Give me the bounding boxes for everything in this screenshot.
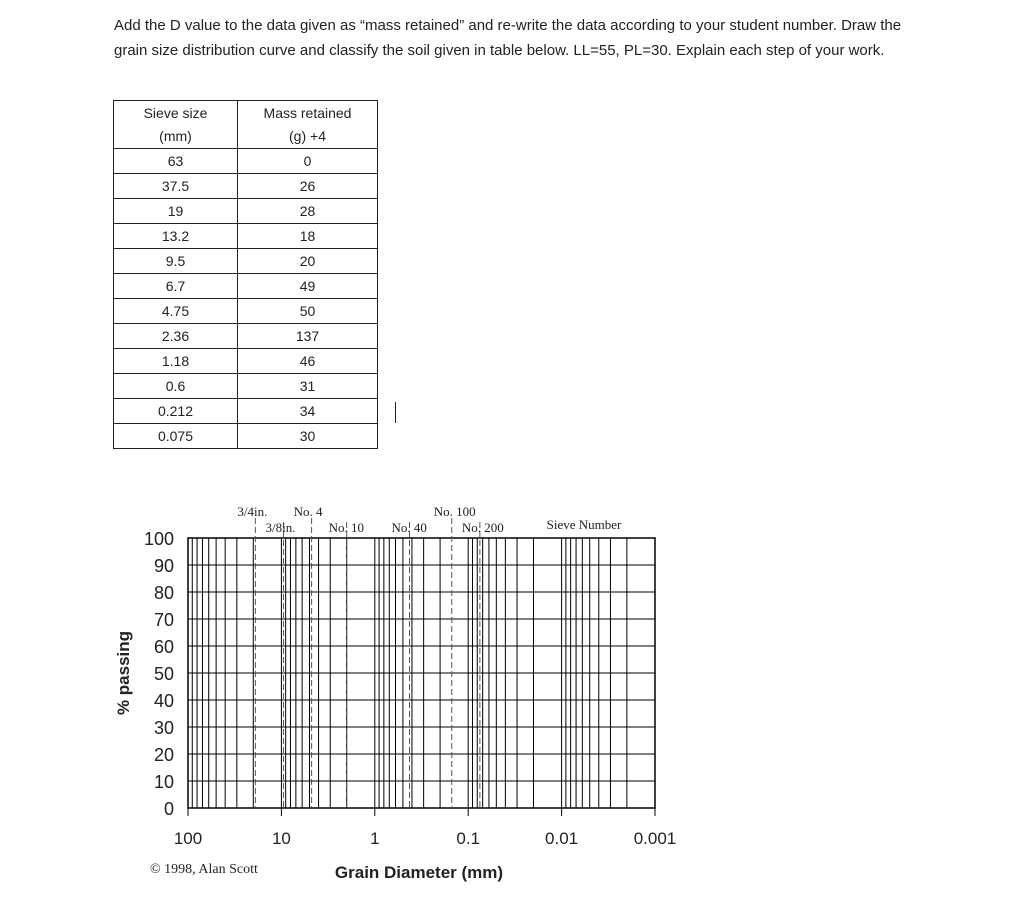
sieve-marker-label: No. 100 (433, 504, 476, 519)
instructions-text: Add the D value to the data given as “mass retained” and re-write the data according to your student number. Draw the grain size distribution curve and classify the soil given in table below. LL=55, PL=30. Explain each step of your work. (114, 17, 902, 59)
y-tick-label: 20 (153, 745, 174, 765)
mass-retained-cell: 31 (238, 374, 378, 399)
x-axis-label: Grain Diameter (mm) (334, 863, 504, 882)
header-sieve-size-line1: Sieve size (143, 104, 208, 121)
mass-retained-cell: 28 (238, 199, 378, 224)
sieve-size-cell: 19 (114, 199, 238, 224)
sieve-size-cell: 0.6 (114, 374, 238, 399)
x-tick-label: 0.1 (456, 829, 481, 848)
sieve-size-cell: 2.36 (114, 324, 238, 349)
sieve-number-label: Sieve Number (546, 517, 622, 532)
sieve-marker-label: 3/8in. (265, 520, 296, 535)
mass-retained-cell: 18 (238, 224, 378, 249)
mass-retained-cell: 34 (238, 399, 378, 424)
mass-retained-cell: 49 (238, 274, 378, 299)
sieve-marker-label: No. 4 (293, 504, 323, 519)
x-tick-label: 0.001 (633, 829, 677, 848)
y-tick-label: 80 (153, 583, 174, 603)
x-tick-label: 1 (370, 829, 380, 848)
sieve-size-cell: 9.5 (114, 249, 238, 274)
sieve-size-cell: 1.18 (114, 349, 238, 374)
mass-retained-cell: 46 (238, 349, 378, 374)
y-tick-label: 10 (153, 772, 174, 792)
header-mass-line2: (g) +4 (289, 127, 326, 144)
sieve-size-cell: 4.75 (114, 299, 238, 324)
sieve-size-cell: 63 (114, 149, 238, 174)
mass-retained-cell: 20 (238, 249, 378, 274)
x-tick-label: 10 (271, 829, 291, 848)
y-tick-label: 70 (153, 610, 174, 630)
mass-retained-cell: 0 (238, 149, 378, 174)
y-tick-label: 100 (143, 529, 174, 549)
mass-retained-cell: 30 (238, 424, 378, 449)
sieve-size-cell: 6.7 (114, 274, 238, 299)
header-mass-line1: Mass retained (263, 104, 352, 121)
x-tick-label: 0.01 (545, 829, 579, 848)
sieve-size-cell: 13.2 (114, 224, 238, 249)
x-tick-label: 100 (173, 829, 203, 848)
mass-retained-cell: 50 (238, 299, 378, 324)
y-tick-label: 60 (153, 637, 174, 657)
sieve-size-cell: 37.5 (114, 174, 238, 199)
y-tick-label: 40 (153, 691, 174, 711)
y-tick-label: 50 (153, 664, 174, 684)
mass-retained-cell: 137 (238, 324, 378, 349)
sieve-marker-label: No. 200 (461, 520, 504, 535)
mass-retained-cell: 26 (238, 174, 378, 199)
sieve-marker-label: 3/4in. (237, 504, 268, 519)
y-tick-label: 0 (163, 799, 174, 819)
y-tick-label: 90 (153, 556, 174, 576)
sieve-size-cell: 0.075 (114, 424, 238, 449)
sieve-size-cell: 0.212 (114, 399, 238, 424)
header-sieve-size-line2: (mm) (159, 127, 192, 144)
sieve-marker-label: No. 10 (328, 520, 365, 535)
y-tick-label: 30 (153, 718, 174, 738)
copyright-text: © 1998, Alan Scott (150, 862, 258, 877)
sieve-marker-label: No. 40 (391, 520, 427, 535)
y-axis-label: % passing (114, 630, 133, 716)
